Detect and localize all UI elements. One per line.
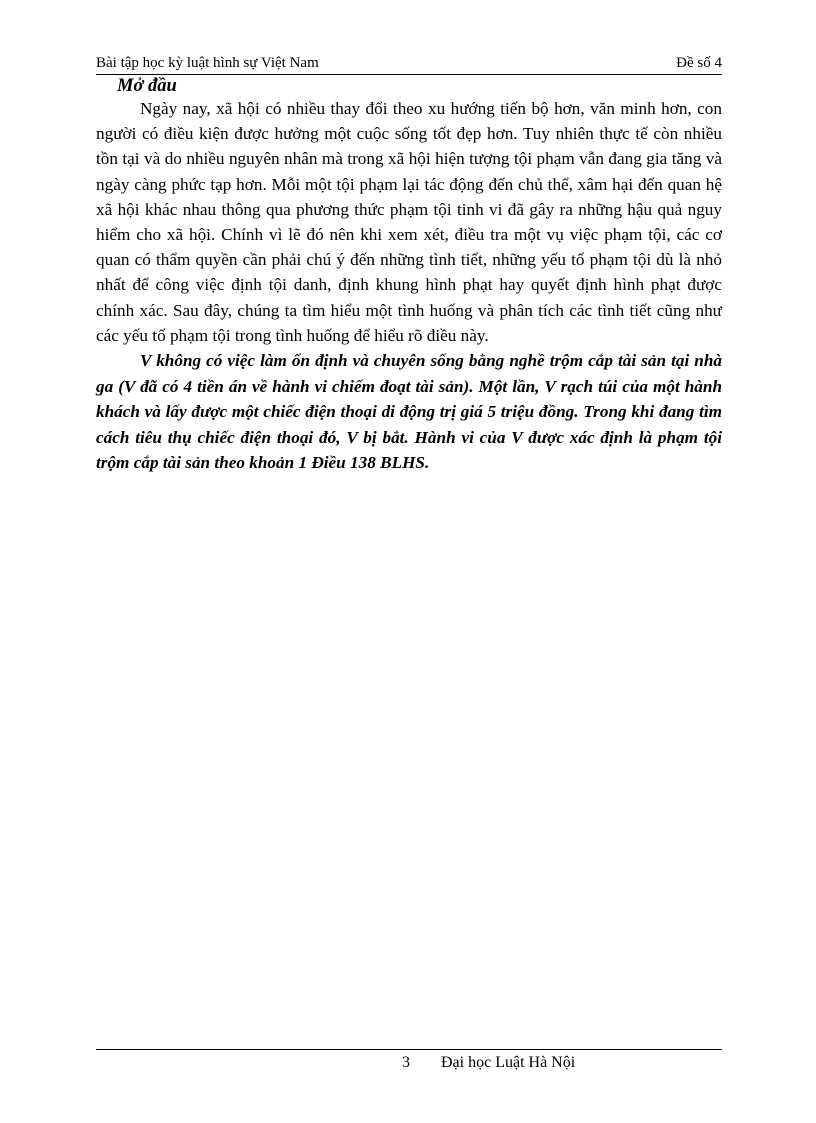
- case-paragraph: V không có việc làm ổn định và chuyên sống bằng nghề trộm cắp tài sản tại nhà ga (V đã có 4 tiền án về hành vi chiếm đoạt tài sản). Một lần, V rạch túi của một hành khách và lấy được một chiếc điện thoại di động trị giá 5 triệu đồng. Trong khi đang tìm cách tiêu thụ chiếc điện thoại đó, V bị bắt. Hành vi của V được xác định là phạm tội trộm cắp tài sản theo khoản 1 Điều 138 BLHS.: [96, 351, 722, 472]
- page-number: 3: [402, 1054, 410, 1071]
- footer-institution: Đại học Luật Hà Nội: [441, 1054, 576, 1071]
- page-header: [96, 52, 722, 75]
- footer-divider: [96, 1049, 722, 1050]
- intro-paragraph: Ngày nay, xã hội có nhiều thay đổi theo xu hướng tiến bộ hơn, văn minh hơn, con người có điều kiện được hưởng một cuộc sống tốt đẹp hơn. Tuy nhiên thực tế còn nhiều tồn tại và do nhiều nguyên nhân mà trong xã hội hiện tượng tội phạm vẫn đang gia tăng và ngày càng phức tạp hơn. Mỗi một tội phạm lại tác động đến chủ thể, xâm hại đến quan hệ xã hội khác nhau thông qua phương thức phạm tội tinh vi đã gây ra những hậu quả nguy hiểm cho xã hội. Chính vì lẽ đó nên khi xem xét, điều tra một vụ việc phạm tội, các cơ quan có thẩm quyền cần phải chú ý đến những tình tiết, những yếu tố phạm tội dù là nhỏ nhất để công việc định tội danh, định khung hình phạt hay quyết định hình phạt được chính xác. Sau đây, chúng ta tìm hiểu một tình huống và phân tích các tình tiết cũng như các yếu tố phạm tội trong tình huống để hiểu rõ điều này.: [96, 99, 722, 345]
- section-title: Mở đầu: [117, 76, 177, 96]
- header-course-title: Bài tập học kỳ luật hình sự Việt Nam: [96, 55, 319, 71]
- header-exam-number: Đề số 4: [676, 55, 722, 71]
